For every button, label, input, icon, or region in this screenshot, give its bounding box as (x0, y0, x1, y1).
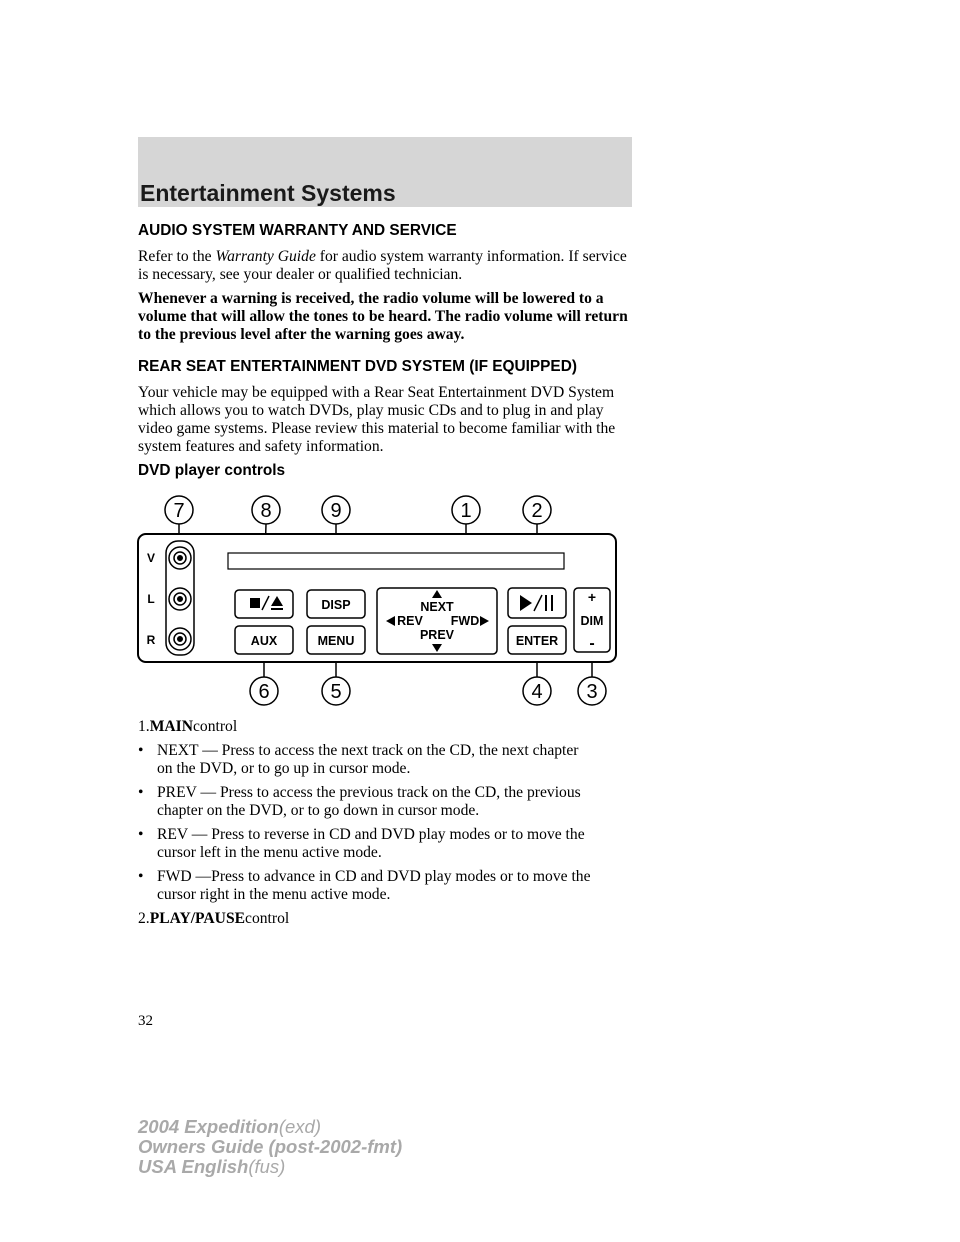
fwd-label: FWD (450, 614, 480, 628)
list-item-next: • NEXT — Press to access the next track on the CD, the next chapter on the DVD, or to go up in cursor mode. (138, 742, 579, 777)
callout-5: 5 (330, 681, 342, 703)
aux-label: AUX (250, 634, 278, 648)
callout-3: 3 (586, 681, 598, 703)
list-item-play-pause: 2.PLAY/PAUSEcontrol (138, 910, 290, 927)
section-heading-dvd-system: REAR SEAT ENTERTAINMENT DVD SYSTEM (IF EQUIPPED) (138, 358, 577, 375)
dim-minus-label: - (589, 635, 595, 652)
list-item-rev: • REV — Press to reverse in CD and DVD play modes or to move the cursor left in the menu active mode. (138, 826, 585, 861)
disc-slot (228, 553, 564, 569)
page-header-title: Entertainment Systems (140, 180, 396, 206)
rev-label: REV (397, 614, 423, 628)
dim-label: DIM (580, 614, 604, 628)
next-label: NEXT (420, 600, 454, 614)
footer-doc-info: 2004 Expedition(exd) Owners Guide (post-2002-fmt) USA English(fus) (138, 1116, 403, 1177)
warning-volume-paragraph: Whenever a warning is received, the radio volume will be lowered to a volume that will allow the tones to be heard. The radio volume will return to the previous level after the warning goes away. (138, 290, 628, 343)
page-content (138, 222, 638, 934)
list-item-fwd: • FWD —Press to advance in CD and DVD play modes or to move the cursor right in the menu active mode. (138, 868, 591, 903)
control-list (138, 718, 638, 928)
prev-label: PREV (419, 628, 455, 642)
section-heading-warranty: AUDIO SYSTEM WARRANTY AND SERVICE (138, 222, 457, 239)
warranty-guide-title: Warranty Guide (215, 248, 316, 265)
stop-eject-button (235, 590, 293, 618)
list-item-main: 1.MAINcontrol (138, 718, 238, 735)
callout-6: 6 (258, 681, 270, 703)
warranty-paragraph: Refer to the Warranty Guide for audio system warranty information. If service is necessary, see your dealer or qualified technician. (138, 248, 627, 283)
callout-9: 9 (330, 500, 342, 522)
jack-label-r: R (146, 633, 156, 647)
callout-4: 4 (531, 681, 543, 703)
callout-2: 2 (531, 500, 543, 522)
disp-label: DISP (321, 598, 351, 612)
dim-plus-label: + (587, 589, 597, 605)
jack-label-l: L (147, 592, 155, 606)
page-number: 32 (138, 1013, 153, 1029)
callout-8: 8 (260, 500, 272, 522)
callout-1: 1 (460, 500, 472, 522)
callout-7: 7 (173, 500, 185, 522)
subsection-heading-dvd-controls: DVD player controls (138, 462, 286, 479)
jack-label-v: V (146, 551, 156, 565)
play-pause-button (508, 588, 566, 618)
list-item-prev: • PREV — Press to access the previous track on the CD, the previous chapter on the DVD, or to go down in cursor mode. (138, 784, 581, 819)
menu-label: MENU (317, 634, 355, 648)
enter-label: ENTER (515, 634, 559, 648)
dvd-player-controls-diagram (136, 494, 620, 714)
dvd-system-paragraph: Your vehicle may be equipped with a Rear Seat Entertainment DVD System which allows you to watch DVDs, play music CDs and to plug in and play video game systems. Please review this material to become familiar with the system features and safety information. (138, 384, 616, 455)
